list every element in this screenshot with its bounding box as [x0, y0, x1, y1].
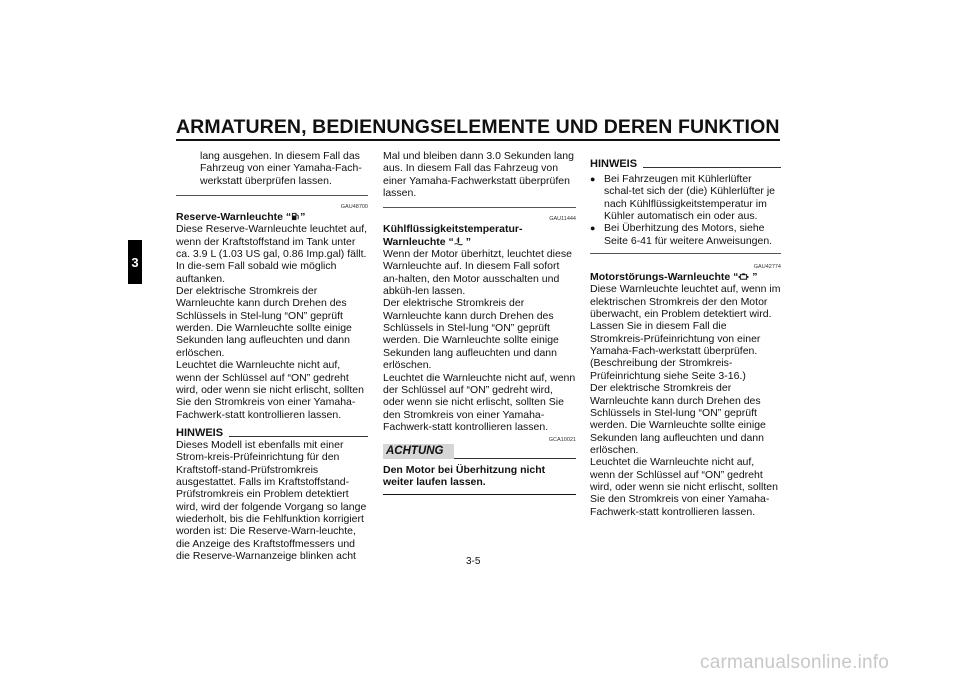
caution-text: Den Motor bei Überhitzung nicht weiter laufen lassen.: [383, 463, 546, 488]
note-rule: [643, 167, 781, 168]
section-divider: [176, 195, 368, 196]
note-text: Dieses Modell ist ebenfalls mit einer Strom-kreis-Prüfeinrichtung für den Kraftstoff-stand-Prüfstromkreis ausgestattet. Falls im Kraftstoffstand-Prüfstromkreis ein Problem detektiert wird, wird der folgende Vorgang so lange wiederholt, bis die Fehlfunktion korrigiert worden ist: Die Reserve-Warn-leuchte, die Anzeige des Kraftstoffmessers und die Reserve-Warnanzeige blinken acht: [176, 438, 367, 562]
section-heading-engine-warning: [590, 271, 781, 283]
section-heading-coolant-warning: [383, 223, 576, 248]
paragraph: Leuchtet die Warnleuchte nicht auf, wenn der Schlüssel auf “ON” gedreht wird, oder wenn sie nicht erlischt, sollten Sie den Stromkreis von einer Yamaha-Fachwerk-statt kontrollieren lassen.: [590, 456, 778, 518]
chapter-tab: 3: [128, 240, 142, 284]
heading-text-close: ”: [749, 271, 758, 284]
heading-line: Kühlflüssigkeitstemperatur-: [383, 223, 523, 236]
paragraph: Der elektrische Stromkreis der Warnleuchte kann durch Drehen des Schlüssels in Stel-lung “ON” geprüft werden. Die Warnleuchte sollte einige Sekunden lang aufleuchten und dann erlöschen.: [176, 285, 352, 359]
paragraph: Leuchtet die Warnleuchte nicht auf, wenn der Schlüssel auf “ON” gedreht wird, oder wenn sie nicht erlischt, sollten Sie den Stromkreis von einer Yamaha-Fachwerk-statt kontrollieren lassen.: [383, 371, 576, 433]
watermark: carmanualsonline.info: [700, 652, 890, 673]
paragraph: Der elektrische Stromkreis der Warnleuchte kann durch Drehen des Schlüssels in Stel-lung “ON” geprüft werden. Die Warnleuchte sollte einige Sekunden lang aufleuchten und dann erlöschen.: [383, 297, 559, 372]
column-1: [176, 150, 368, 562]
heading-text: Reserve-Warnleuchte “: [176, 211, 292, 224]
fuel-pump-icon: [291, 212, 300, 221]
note-rule: [229, 436, 368, 437]
note-header: [176, 427, 368, 439]
page-number: 3-5: [466, 556, 481, 567]
caution-end-rule: [383, 494, 576, 495]
title-underline: [176, 139, 780, 141]
note-header: [590, 158, 781, 170]
caution-header: [383, 444, 576, 458]
engine-icon: [738, 272, 749, 281]
section-code: GAU42774: [753, 264, 781, 271]
heading-text: Motorstörungs-Warnleuchte “: [590, 271, 739, 284]
bullet-icon: ●: [590, 223, 596, 234]
section-divider: [383, 207, 576, 208]
heading-text: Warnleuchte “: [383, 235, 454, 248]
page-title: ARMATUREN, BEDIENUNGSELEMENTE UND DEREN FUNKTION: [176, 116, 780, 138]
note-label: HINWEIS: [590, 158, 638, 170]
paragraph: Der elektrische Stromkreis der Warnleuchte kann durch Drehen des Schlüssels in Stel-lung “ON” geprüft werden. Die Warnleuchte sollte einige Sekunden lang aufleuchten und dann erlöschen.: [590, 382, 766, 456]
intro-text: Mal und bleiben dann 3.0 Sekunden lang aus. In diesem Fall das Fahrzeug von einer Yamaha-Fachwerkstatt überprüfen lassen.: [383, 150, 574, 200]
intro-text: lang ausgehen. In diesem Fall das Fahrzeug von einer Yamaha-Fach-werkstatt überprüfen lassen.: [200, 150, 362, 187]
section-heading-reserve-warning: [176, 211, 368, 223]
caution-code: GCA10021: [548, 437, 576, 444]
column-3: [590, 158, 781, 518]
paragraph: Diese Reserve-Warnleuchte leuchtet auf, wenn der Kraftstoffstand im Tank unter ca. 3.9 L (1.03 US gal, 0.86 Imp.gal) fällt. In die-sem Fall sobald wie möglich auftanken.: [176, 223, 368, 285]
bullet-text: Bei Überhitzung des Motors, siehe Seite 6-41 für weitere Anweisungen.: [604, 222, 773, 247]
paragraph: Wenn der Motor überhitzt, leuchtet diese Warnleuchte auf. In diesem Fall sofort an-halten, den Motor ausschalten und abküh-len lassen.: [383, 248, 572, 298]
note-label: HINWEIS: [176, 426, 224, 439]
coolant-temperature-icon: [454, 237, 463, 246]
heading-text-close: ”: [300, 211, 306, 224]
note-end-rule: [590, 253, 781, 254]
note-bullet: [590, 173, 781, 222]
paragraph: Leuchtet die Warnleuchte nicht auf, wenn der Schlüssel auf “ON” gedreht wird, oder wenn sie nicht erlischt, sollten Sie den Stromkreis von einer Yamaha-Fachwerk-statt kontrollieren lassen.: [176, 359, 364, 421]
caution-label: ACHTUNG: [383, 444, 454, 458]
bullet-text: Bei Fahrzeugen mit Kühlerlüfter schal-tet sich der (die) Kühlerlüfter je nach Kühlflüssigkeitstemperatur im Kühler automatisch ein oder aus.: [604, 173, 775, 223]
bullet-icon: ●: [590, 174, 596, 184]
caution-rule: [454, 458, 577, 459]
heading-text-close: ”: [462, 235, 471, 248]
paragraph: Diese Warnleuchte leuchtet auf, wenn im elektrischen Stromkreis der den Motor überwacht, ein Problem detektiert wird. Lassen Sie in diesem Fall die Stromkreis-Prüfeinrichtung von einer Yamaha-Fach-werkstatt überprüfen. (Beschreibung der Stromkreis-Prüfeinrichtung siehe Seite 3-16.): [590, 283, 781, 382]
section-code: GAU11444: [549, 216, 576, 223]
column-2: [383, 150, 576, 503]
note-bullet: [590, 222, 781, 247]
section-code: GAU48700: [340, 204, 368, 211]
